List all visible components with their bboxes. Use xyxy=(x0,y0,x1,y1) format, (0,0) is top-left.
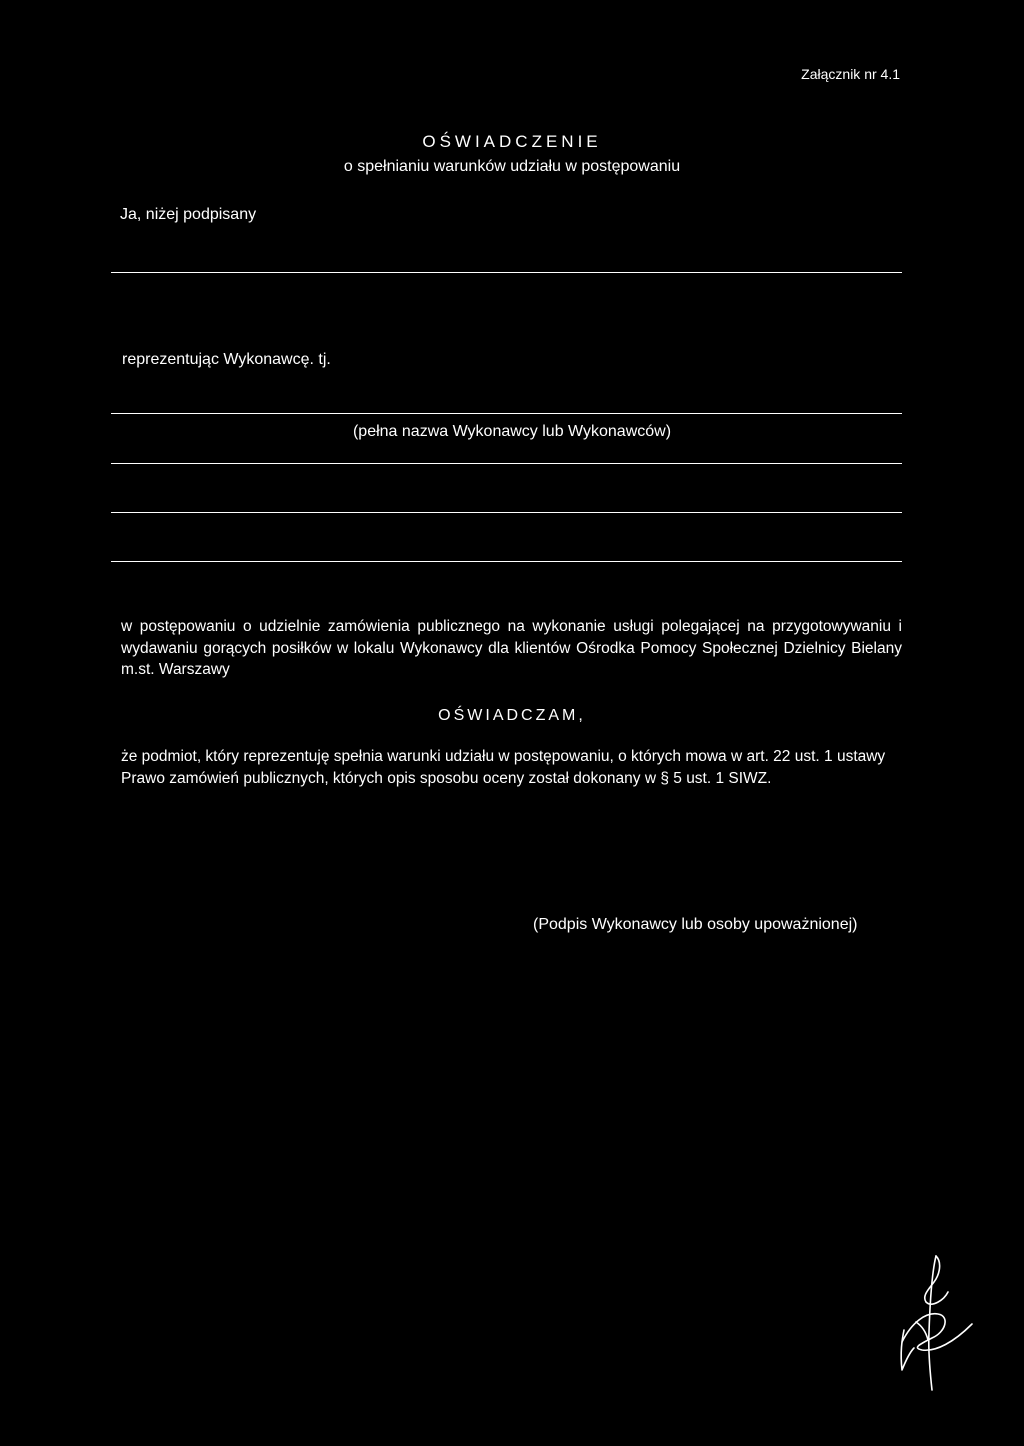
contractor-name-line xyxy=(111,413,902,414)
signatory-name-line xyxy=(111,272,902,273)
contractor-address-line-1 xyxy=(111,463,902,464)
contractor-name-caption: (pełna nazwa Wykonawcy lub Wykonawców) xyxy=(352,423,672,440)
intro-text: Ja, niżej podpisany xyxy=(120,206,257,223)
handwritten-signature xyxy=(892,1252,974,1392)
representing-text: reprezentując Wykonawcę. tj. xyxy=(122,351,331,368)
contractor-address-line-2 xyxy=(111,512,902,513)
declaration-statement: że podmiot, który reprezentuję spełnia warunki udziału w postępowaniu, o których mowa w art. 22 ust. 1 ustawy Prawo zamówień publicznych, których opis sposobu oceny został dokonany w § 5 ust. 1 SIWZ. xyxy=(121,748,886,787)
document-subtitle: o spełnianiu warunków udziału w postępowaniu xyxy=(343,158,681,175)
attachment-label: Załącznik nr 4.1 xyxy=(801,66,900,82)
document-title: OŚWIADCZENIE xyxy=(422,132,602,151)
declaration-heading: OŚWIADCZAM, xyxy=(438,707,586,724)
procedure-paragraph: w postępowaniu o udzielnie zamówienia publicznego na wykonanie usługi polegającej na przygotowywaniu i wydawaniu gorących posiłków w lokalu Wykonawcy dla klientów Ośrodka Pomocy Społecznej Dzielnicy Bielany m.st. Warszawy xyxy=(121,618,902,678)
contractor-address-line-3 xyxy=(111,561,902,562)
signature-caption: (Podpis Wykonawcy lub osoby upoważnionej) xyxy=(533,916,858,933)
